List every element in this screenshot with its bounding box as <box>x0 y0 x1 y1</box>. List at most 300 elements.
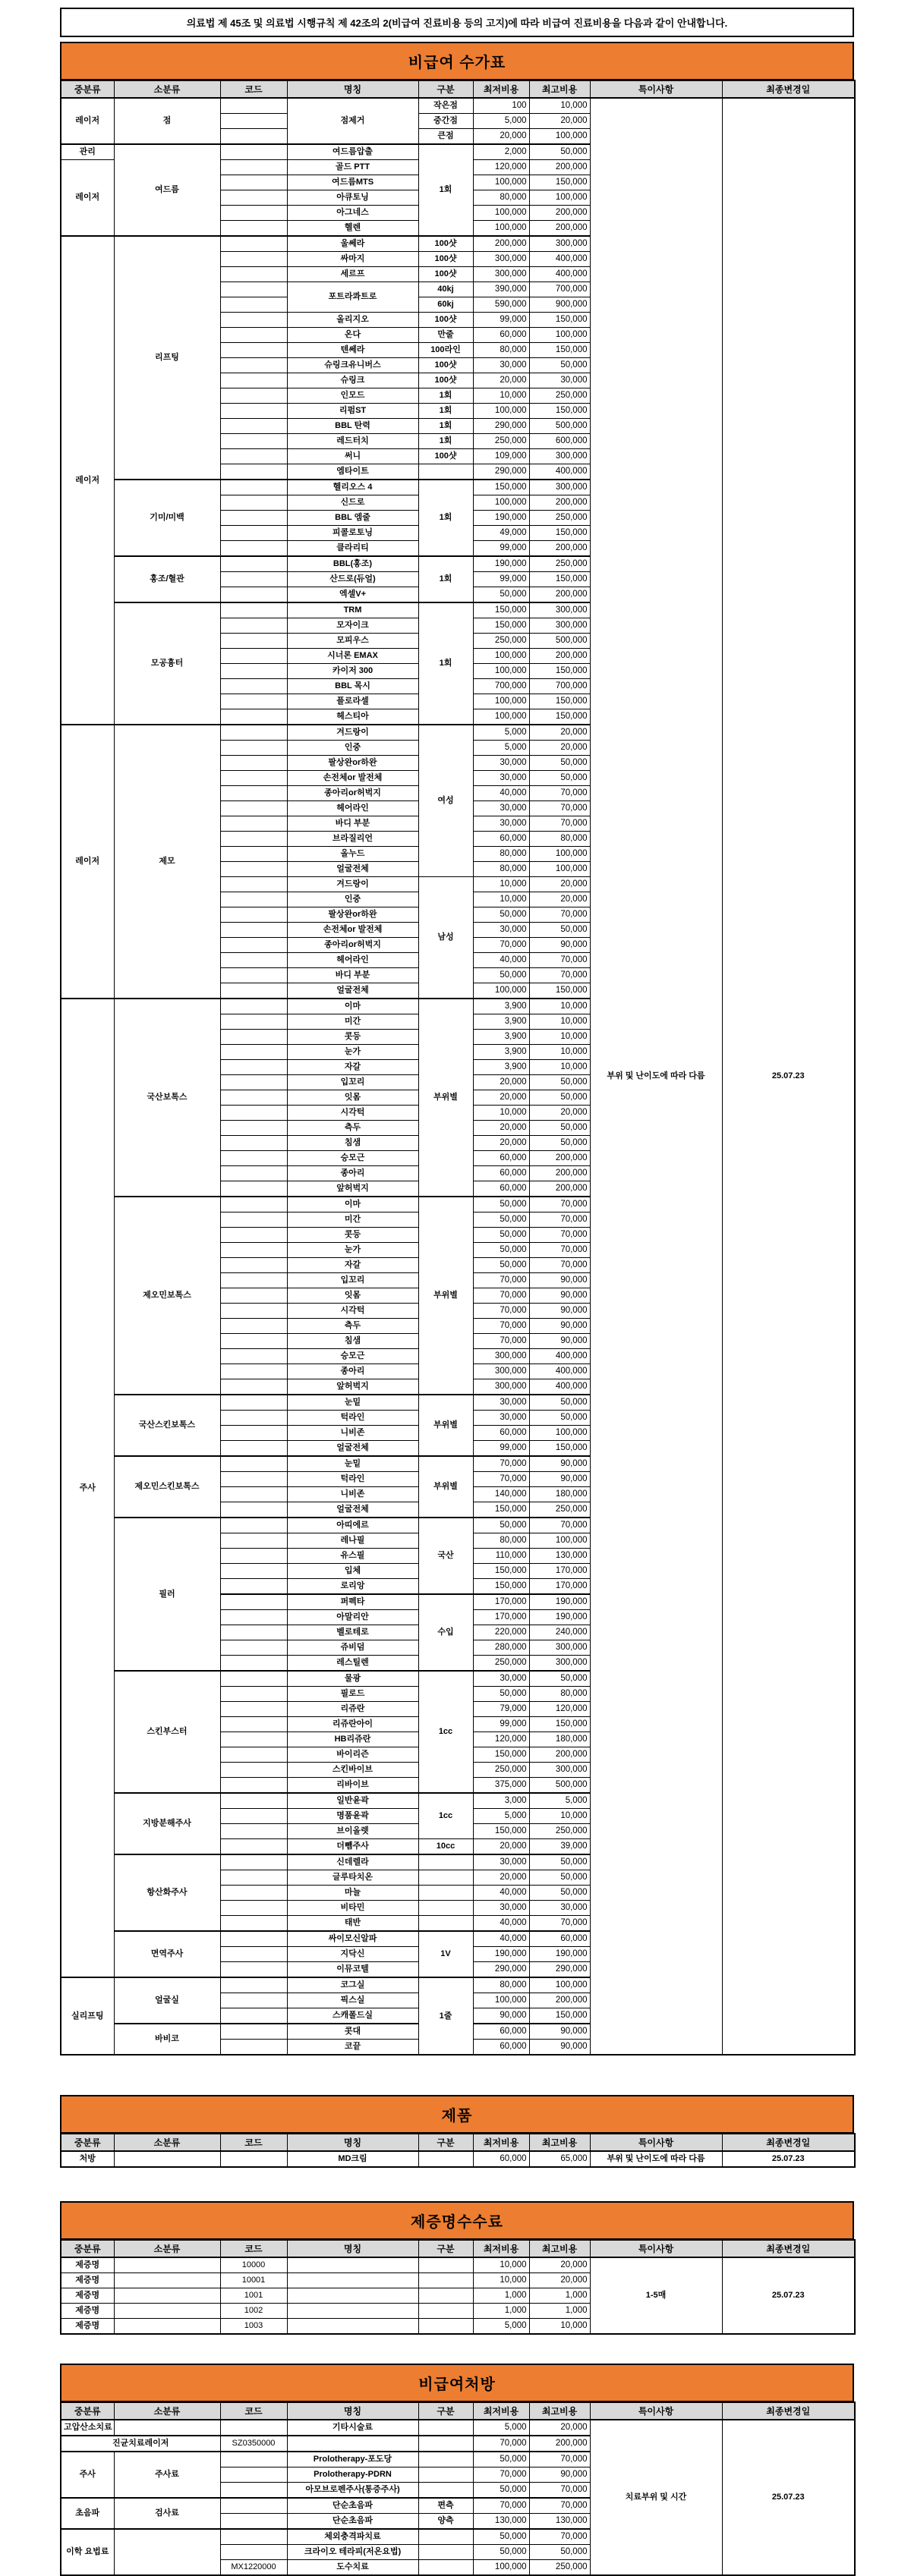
cell-name <box>287 2257 418 2273</box>
cell-name: 도수치료 <box>287 2560 418 2576</box>
cell-code <box>220 1379 287 1395</box>
cell-name: 기타시술료 <box>287 2420 418 2436</box>
cell-min-price: 150,000 <box>473 1579 529 1595</box>
cell-name: 헬렌 <box>287 221 418 237</box>
cell-min-price: 60,000 <box>473 1426 529 1441</box>
cell-subcategory: 모공흉터 <box>114 602 220 725</box>
cell-code <box>220 1839 287 1855</box>
cell-code <box>220 464 287 480</box>
cell-name: 팔상완or하완 <box>287 756 418 771</box>
cell-code <box>220 801 287 816</box>
cell-name: 쥬비덤 <box>287 1640 418 1656</box>
products-table-title: 제품 <box>60 2095 854 2133</box>
cell-max-price: 400,000 <box>529 267 590 282</box>
cell-max-price: 150,000 <box>529 526 590 541</box>
cell-min-price: 30,000 <box>473 1671 529 1687</box>
cell-name: 앞허벅지 <box>287 1379 418 1395</box>
cell-name: 리쥬란 <box>287 1702 418 1717</box>
cell-code <box>220 1916 287 1932</box>
cell-name: 잇몸 <box>287 1090 418 1106</box>
cell-unit: 부위별 <box>418 1395 473 1456</box>
cell-code <box>220 938 287 953</box>
cell-max-price: 70,000 <box>529 2529 590 2545</box>
cell-unit: 100샷 <box>418 252 473 267</box>
cell-max-price: 10,000 <box>529 1060 590 1075</box>
cell-code <box>220 1947 287 1962</box>
cell-max-price: 80,000 <box>529 832 590 847</box>
nonpayment-prescriptions-table <box>60 2401 856 2576</box>
cell-name: 텐쎄라 <box>287 343 418 358</box>
cell-name: 써니 <box>287 449 418 464</box>
cell-min-price: 99,000 <box>473 541 529 557</box>
cell-max-price: 200,000 <box>529 1151 590 1166</box>
cell-name: 리펌ST <box>287 404 418 419</box>
cell-code <box>220 1243 287 1258</box>
cell-min-price: 170,000 <box>473 1610 529 1625</box>
cell-code <box>220 1854 287 1870</box>
cell-max-price: 90,000 <box>529 2024 590 2040</box>
cell-name: 손전체or 발전체 <box>287 771 418 786</box>
cell-min-price: 20,000 <box>473 1870 529 1886</box>
cell-max-price: 190,000 <box>529 1947 590 1962</box>
cell-min-price: 5,000 <box>473 1809 529 1824</box>
cell-unit: 작은점 <box>418 98 473 114</box>
cell-subcategory: 제모 <box>114 725 220 999</box>
cell-code <box>220 1181 287 1197</box>
cell-name: 산드로(듀얼) <box>287 572 418 587</box>
cell-code <box>220 2420 287 2436</box>
cell-code <box>220 679 287 694</box>
cell-max-price: 20,000 <box>529 114 590 129</box>
cell-max-price: 90,000 <box>529 1334 590 1349</box>
cell-min-price: 10,000 <box>473 2257 529 2273</box>
cell-name: 브이올렛 <box>287 1824 418 1839</box>
cell-min-price: 99,000 <box>473 1717 529 1732</box>
cell-name: 벨로테로 <box>287 1625 418 1640</box>
cell-max-price: 300,000 <box>529 1763 590 1778</box>
cell-code <box>220 2514 287 2530</box>
cell-code <box>220 175 287 190</box>
cell-max-price: 180,000 <box>529 1732 590 1747</box>
cell-name: TRM <box>287 602 418 618</box>
col-header-code: 코드 <box>220 2402 287 2420</box>
cell-min-price: 250,000 <box>473 1656 529 1672</box>
cell-min-price: 375,000 <box>473 1778 529 1794</box>
cell-code: 10001 <box>220 2273 287 2288</box>
cell-max-price: 200,000 <box>529 541 590 557</box>
cell-max-price: 70,000 <box>529 1258 590 1273</box>
cell-max-price: 190,000 <box>529 1594 590 1610</box>
cell-category: 제증명 <box>61 2319 114 2335</box>
cell-name: 유스필 <box>287 1549 418 1564</box>
cell-max-price: 180,000 <box>529 1487 590 1502</box>
cell-max-price: 150,000 <box>529 313 590 328</box>
cell-code <box>220 1090 287 1106</box>
col-header-unit: 구분 <box>418 80 473 98</box>
cell-name: BBL 탄력 <box>287 419 418 434</box>
cell-unit: 100샷 <box>418 313 473 328</box>
cell-max-price: 200,000 <box>529 206 590 221</box>
cell-max-price: 290,000 <box>529 1962 590 1978</box>
cell-name: 올리지오 <box>287 313 418 328</box>
cell-max-price: 20,000 <box>529 1106 590 1121</box>
cell-min-price: 70,000 <box>473 1273 529 1288</box>
cell-code <box>220 129 287 145</box>
cell-name: 골드 PTT <box>287 160 418 175</box>
cell-max-price: 1,000 <box>529 2288 590 2304</box>
cell-category: 처방 <box>61 2151 114 2167</box>
cell-code <box>220 449 287 464</box>
cell-min-price: 100,000 <box>473 495 529 511</box>
col-header-last-modified: 최종변경일 <box>722 2134 855 2151</box>
cell-min-price: 80,000 <box>473 862 529 877</box>
cell-name: 손전체or 발전체 <box>287 923 418 938</box>
cell-name: 겨드랑이 <box>287 725 418 741</box>
cell-code <box>220 1778 287 1794</box>
cell-code <box>220 2483 287 2499</box>
cell-max-price: 200,000 <box>529 1166 590 1181</box>
cell-code <box>220 832 287 847</box>
cell-name: BBL 엠줄 <box>287 511 418 526</box>
cell-min-price: 100,000 <box>473 404 529 419</box>
cell-code <box>220 480 287 495</box>
cell-min-price: 50,000 <box>473 2452 529 2467</box>
cell-name: 얼굴전체 <box>287 1502 418 1518</box>
cell-code <box>220 1151 287 1166</box>
cell-subcategory <box>114 2420 220 2436</box>
cell-name: BBL 목시 <box>287 679 418 694</box>
cell-code <box>220 1426 287 1441</box>
cell-code <box>220 2040 287 2055</box>
cell-min-price: 50,000 <box>473 2483 529 2499</box>
cell-code <box>220 114 287 129</box>
cell-code <box>220 1045 287 1060</box>
cell-min-price: 100,000 <box>473 1993 529 2008</box>
cell-max-price: 100,000 <box>529 847 590 862</box>
cell-max-price: 50,000 <box>529 1136 590 1151</box>
cell-name: 이마 <box>287 999 418 1014</box>
cell-subcategory <box>114 2288 220 2304</box>
cell-max-price: 10,000 <box>529 2319 590 2335</box>
cell-max-price: 200,000 <box>529 221 590 237</box>
cell-min-price: 80,000 <box>473 190 529 206</box>
cell-code <box>220 419 287 434</box>
cell-name: 헤스티아 <box>287 709 418 725</box>
cell-max-price: 190,000 <box>529 1610 590 1625</box>
cell-min-price: 150,000 <box>473 480 529 495</box>
cell-max-price: 500,000 <box>529 419 590 434</box>
cell-unit: 1회 <box>418 480 473 556</box>
cell-max-price: 300,000 <box>529 449 590 464</box>
cell-code <box>220 373 287 388</box>
cell-name: 크라이오 테라피(저온요법) <box>287 2545 418 2560</box>
cell-code <box>220 1273 287 1288</box>
cell-max-price: 250,000 <box>529 511 590 526</box>
col-header-subcategory: 소분류 <box>114 2240 220 2257</box>
cell-max-price: 100,000 <box>529 328 590 343</box>
cell-max-price: 70,000 <box>529 1518 590 1533</box>
cell-min-price: 50,000 <box>473 1687 529 1702</box>
cell-code <box>220 2151 287 2167</box>
cell-min-price: 70,000 <box>473 1319 529 1334</box>
cell-code <box>220 1533 287 1549</box>
cell-name: 싸마지 <box>287 252 418 267</box>
cell-min-price: 70,000 <box>473 2498 529 2514</box>
cell-max-price: 39,000 <box>529 1839 590 1855</box>
cell-code <box>220 756 287 771</box>
cell-min-price: 50,000 <box>473 1228 529 1243</box>
cell-name: 피콜로토닝 <box>287 526 418 541</box>
cell-name: 입꼬리 <box>287 1075 418 1090</box>
cell-max-price: 200,000 <box>529 1993 590 2008</box>
cell-code <box>220 313 287 328</box>
cell-max-price: 150,000 <box>529 572 590 587</box>
cell-code: SZ0350000 <box>220 2436 287 2452</box>
cell-max-price: 250,000 <box>529 2560 590 2576</box>
cell-name: 바디 부분 <box>287 968 418 983</box>
cell-subcategory: 바비코 <box>114 2024 220 2055</box>
cell-min-price: 5,000 <box>473 725 529 741</box>
cell-min-price: 5,000 <box>473 2319 529 2335</box>
cell-subcategory: 필러 <box>114 1518 220 1671</box>
cell-max-price: 500,000 <box>529 634 590 649</box>
col-header-code: 코드 <box>220 2240 287 2257</box>
cell-code <box>220 1702 287 1717</box>
cell-max-price: 70,000 <box>529 1197 590 1213</box>
cell-min-price: 30,000 <box>473 1395 529 1411</box>
cell-unit <box>418 2288 473 2304</box>
cell-max-price: 70,000 <box>529 786 590 801</box>
col-header-max-price: 최고비용 <box>529 80 590 98</box>
cell-code <box>220 297 287 313</box>
cell-min-price: 100,000 <box>473 206 529 221</box>
cell-code <box>220 1258 287 1273</box>
cell-name: 팔상완or하완 <box>287 907 418 923</box>
table-row <box>61 2257 855 2273</box>
cell-min-price: 150,000 <box>473 602 529 618</box>
cell-max-price: 100,000 <box>529 862 590 877</box>
cell-min-price: 70,000 <box>473 2467 529 2483</box>
cell-min-price: 49,000 <box>473 526 529 541</box>
cell-name: 바디 부분 <box>287 816 418 832</box>
cell-unit: 여성 <box>418 725 473 877</box>
col-header-subcategory: 소분류 <box>114 80 220 98</box>
cell-code <box>220 725 287 741</box>
cell-unit: 1회 <box>418 434 473 449</box>
col-header-last-modified: 최종변경일 <box>722 2240 855 2257</box>
cell-category: 실리프팅 <box>61 1977 114 2055</box>
cell-max-price: 150,000 <box>529 709 590 725</box>
cell-max-price: 20,000 <box>529 741 590 756</box>
cell-name: 아그네스 <box>287 206 418 221</box>
cell-code <box>220 892 287 907</box>
col-header-unit: 구분 <box>418 2134 473 2151</box>
cell-code <box>220 388 287 404</box>
cell-code <box>220 1763 287 1778</box>
cell-name: 침샘 <box>287 1136 418 1151</box>
cell-min-price: 700,000 <box>473 679 529 694</box>
header-row <box>61 2240 855 2257</box>
cell-unit <box>418 2452 473 2467</box>
cell-unit <box>418 2436 473 2452</box>
cell-min-price: 110,000 <box>473 1549 529 1564</box>
cell-code <box>220 1809 287 1824</box>
cell-max-price: 150,000 <box>529 694 590 709</box>
cell-name: 아띠에르 <box>287 1518 418 1533</box>
cell-code <box>220 587 287 603</box>
cell-category: 제증명 <box>61 2304 114 2319</box>
cell-min-price: 40,000 <box>473 1931 529 1947</box>
cell-unit <box>418 2420 473 2436</box>
cell-max-price: 20,000 <box>529 2257 590 2273</box>
cell-code <box>220 1334 287 1349</box>
cell-unit <box>418 2529 473 2545</box>
cell-min-price: 60,000 <box>473 1181 529 1197</box>
cell-last-modified: 25.07.23 <box>722 98 855 2055</box>
cell-last-modified: 25.07.23 <box>722 2257 855 2334</box>
cell-code <box>220 1549 287 1564</box>
cell-max-price: 70,000 <box>529 968 590 983</box>
cell-max-price: 200,000 <box>529 495 590 511</box>
cell-min-price: 60,000 <box>473 832 529 847</box>
cell-unit: 만줄 <box>418 328 473 343</box>
cell-max-price: 90,000 <box>529 1288 590 1304</box>
cell-name: 종아리 <box>287 1166 418 1181</box>
cell-subcategory <box>114 2273 220 2288</box>
cell-min-price: 70,000 <box>473 1288 529 1304</box>
cell-min-price: 100,000 <box>473 2560 529 2576</box>
cell-code <box>220 1962 287 1978</box>
cell-unit <box>418 1870 473 1886</box>
cell-max-price: 90,000 <box>529 2040 590 2055</box>
cell-min-price: 250,000 <box>473 1763 529 1778</box>
cell-name: 레나필 <box>287 1533 418 1549</box>
cell-name: 시너론 EMAX <box>287 649 418 664</box>
cell-name: 아모브로펜주사(통증주사) <box>287 2483 418 2499</box>
table-row <box>61 2420 855 2436</box>
cell-max-price: 250,000 <box>529 1502 590 1518</box>
cell-name: 측두 <box>287 1319 418 1334</box>
cell-name: 글루타치온 <box>287 1870 418 1886</box>
col-header-unit: 구분 <box>418 2402 473 2420</box>
cell-max-price: 100,000 <box>529 1977 590 1993</box>
cell-category: 고압산소치료 <box>61 2420 114 2436</box>
cell-code <box>220 2024 287 2040</box>
cell-min-price: 30,000 <box>473 358 529 373</box>
cell-min-price: 290,000 <box>473 1962 529 1978</box>
cell-code <box>220 2498 287 2514</box>
cell-max-price: 50,000 <box>529 1411 590 1426</box>
cell-name: 포트라콰트로 <box>287 282 418 313</box>
cell-name: 이마 <box>287 1197 418 1213</box>
cell-max-price: 90,000 <box>529 1273 590 1288</box>
cell-min-price: 100,000 <box>473 983 529 999</box>
cell-name: 플로라셀 <box>287 694 418 709</box>
cell-name: 여드름MTS <box>287 175 418 190</box>
cell-min-price: 109,000 <box>473 449 529 464</box>
cell-min-price: 40,000 <box>473 953 529 968</box>
cell-max-price: 90,000 <box>529 2467 590 2483</box>
cell-max-price: 130,000 <box>529 2514 590 2530</box>
cell-max-price: 10,000 <box>529 999 590 1014</box>
cell-min-price: 3,900 <box>473 999 529 1014</box>
cell-max-price: 200,000 <box>529 587 590 603</box>
cell-max-price: 90,000 <box>529 938 590 953</box>
cell-max-price: 70,000 <box>529 907 590 923</box>
cell-code <box>220 1993 287 2008</box>
cell-min-price: 20,000 <box>473 1839 529 1855</box>
cell-min-price: 1,000 <box>473 2304 529 2319</box>
cell-name: 온다 <box>287 328 418 343</box>
cell-code <box>220 267 287 282</box>
cell-name: 니비존 <box>287 1487 418 1502</box>
cell-name: 로리앙 <box>287 1579 418 1595</box>
col-header-max-price: 최고비용 <box>529 2402 590 2420</box>
cell-name: 스캐폴드실 <box>287 2008 418 2024</box>
cell-code <box>220 2452 287 2467</box>
cell-unit: 1V <box>418 1931 473 1977</box>
cell-name: 니비존 <box>287 1426 418 1441</box>
cell-max-price: 70,000 <box>529 1228 590 1243</box>
cell-name: 올누드 <box>287 847 418 862</box>
cell-name: BBL(홍조) <box>287 556 418 572</box>
cell-min-price: 100,000 <box>473 709 529 725</box>
cell-note: 부위 및 난이도에 따라 다름 <box>590 98 722 2055</box>
cell-subcategory: 스킨부스터 <box>114 1671 220 1793</box>
cell-name: 종아리or허벅지 <box>287 938 418 953</box>
cell-min-price: 590,000 <box>473 297 529 313</box>
cell-code <box>220 1747 287 1763</box>
cell-name: 이뮤코텔 <box>287 1962 418 1978</box>
cell-min-price: 190,000 <box>473 556 529 572</box>
cell-max-price: 150,000 <box>529 1717 590 1732</box>
cell-category: 레이저 <box>61 98 114 144</box>
cell-name: 일반윤곽 <box>287 1793 418 1809</box>
cell-name: HB리쥬란 <box>287 1732 418 1747</box>
cell-min-price: 300,000 <box>473 1379 529 1395</box>
cell-code <box>220 709 287 725</box>
cell-max-price: 400,000 <box>529 1349 590 1364</box>
cell-code <box>220 1197 287 1213</box>
cell-name: 미간 <box>287 1213 418 1228</box>
cell-name: 클라리티 <box>287 541 418 557</box>
col-header-code: 코드 <box>220 80 287 98</box>
cell-code <box>220 572 287 587</box>
cell-min-price: 70,000 <box>473 1304 529 1319</box>
cell-code <box>220 847 287 862</box>
cell-max-price: 5,000 <box>529 1793 590 1809</box>
cell-min-price: 20,000 <box>473 1121 529 1136</box>
cell-min-price: 30,000 <box>473 1854 529 1870</box>
cell-max-price: 65,000 <box>529 2151 590 2167</box>
cell-max-price: 170,000 <box>529 1564 590 1579</box>
cell-note: 치료부위 및 시간 <box>590 2420 722 2575</box>
cell-min-price: 100,000 <box>473 175 529 190</box>
cell-name: 앞허벅지 <box>287 1181 418 1197</box>
cell-code <box>220 1732 287 1747</box>
cell-max-price: 600,000 <box>529 434 590 449</box>
cell-unit: 큰점 <box>418 129 473 145</box>
cell-min-price: 50,000 <box>473 1213 529 1228</box>
cell-last-modified: 25.07.23 <box>722 2420 855 2575</box>
cell-category: 레이저 <box>61 236 114 725</box>
cell-max-price: 50,000 <box>529 923 590 938</box>
cell-unit: 1회 <box>418 602 473 725</box>
cell-name: 겨드랑이 <box>287 877 418 892</box>
cell-category: 초음파 <box>61 2498 114 2529</box>
cell-max-price: 150,000 <box>529 1441 590 1457</box>
cell-category: 주사 <box>61 999 114 1977</box>
